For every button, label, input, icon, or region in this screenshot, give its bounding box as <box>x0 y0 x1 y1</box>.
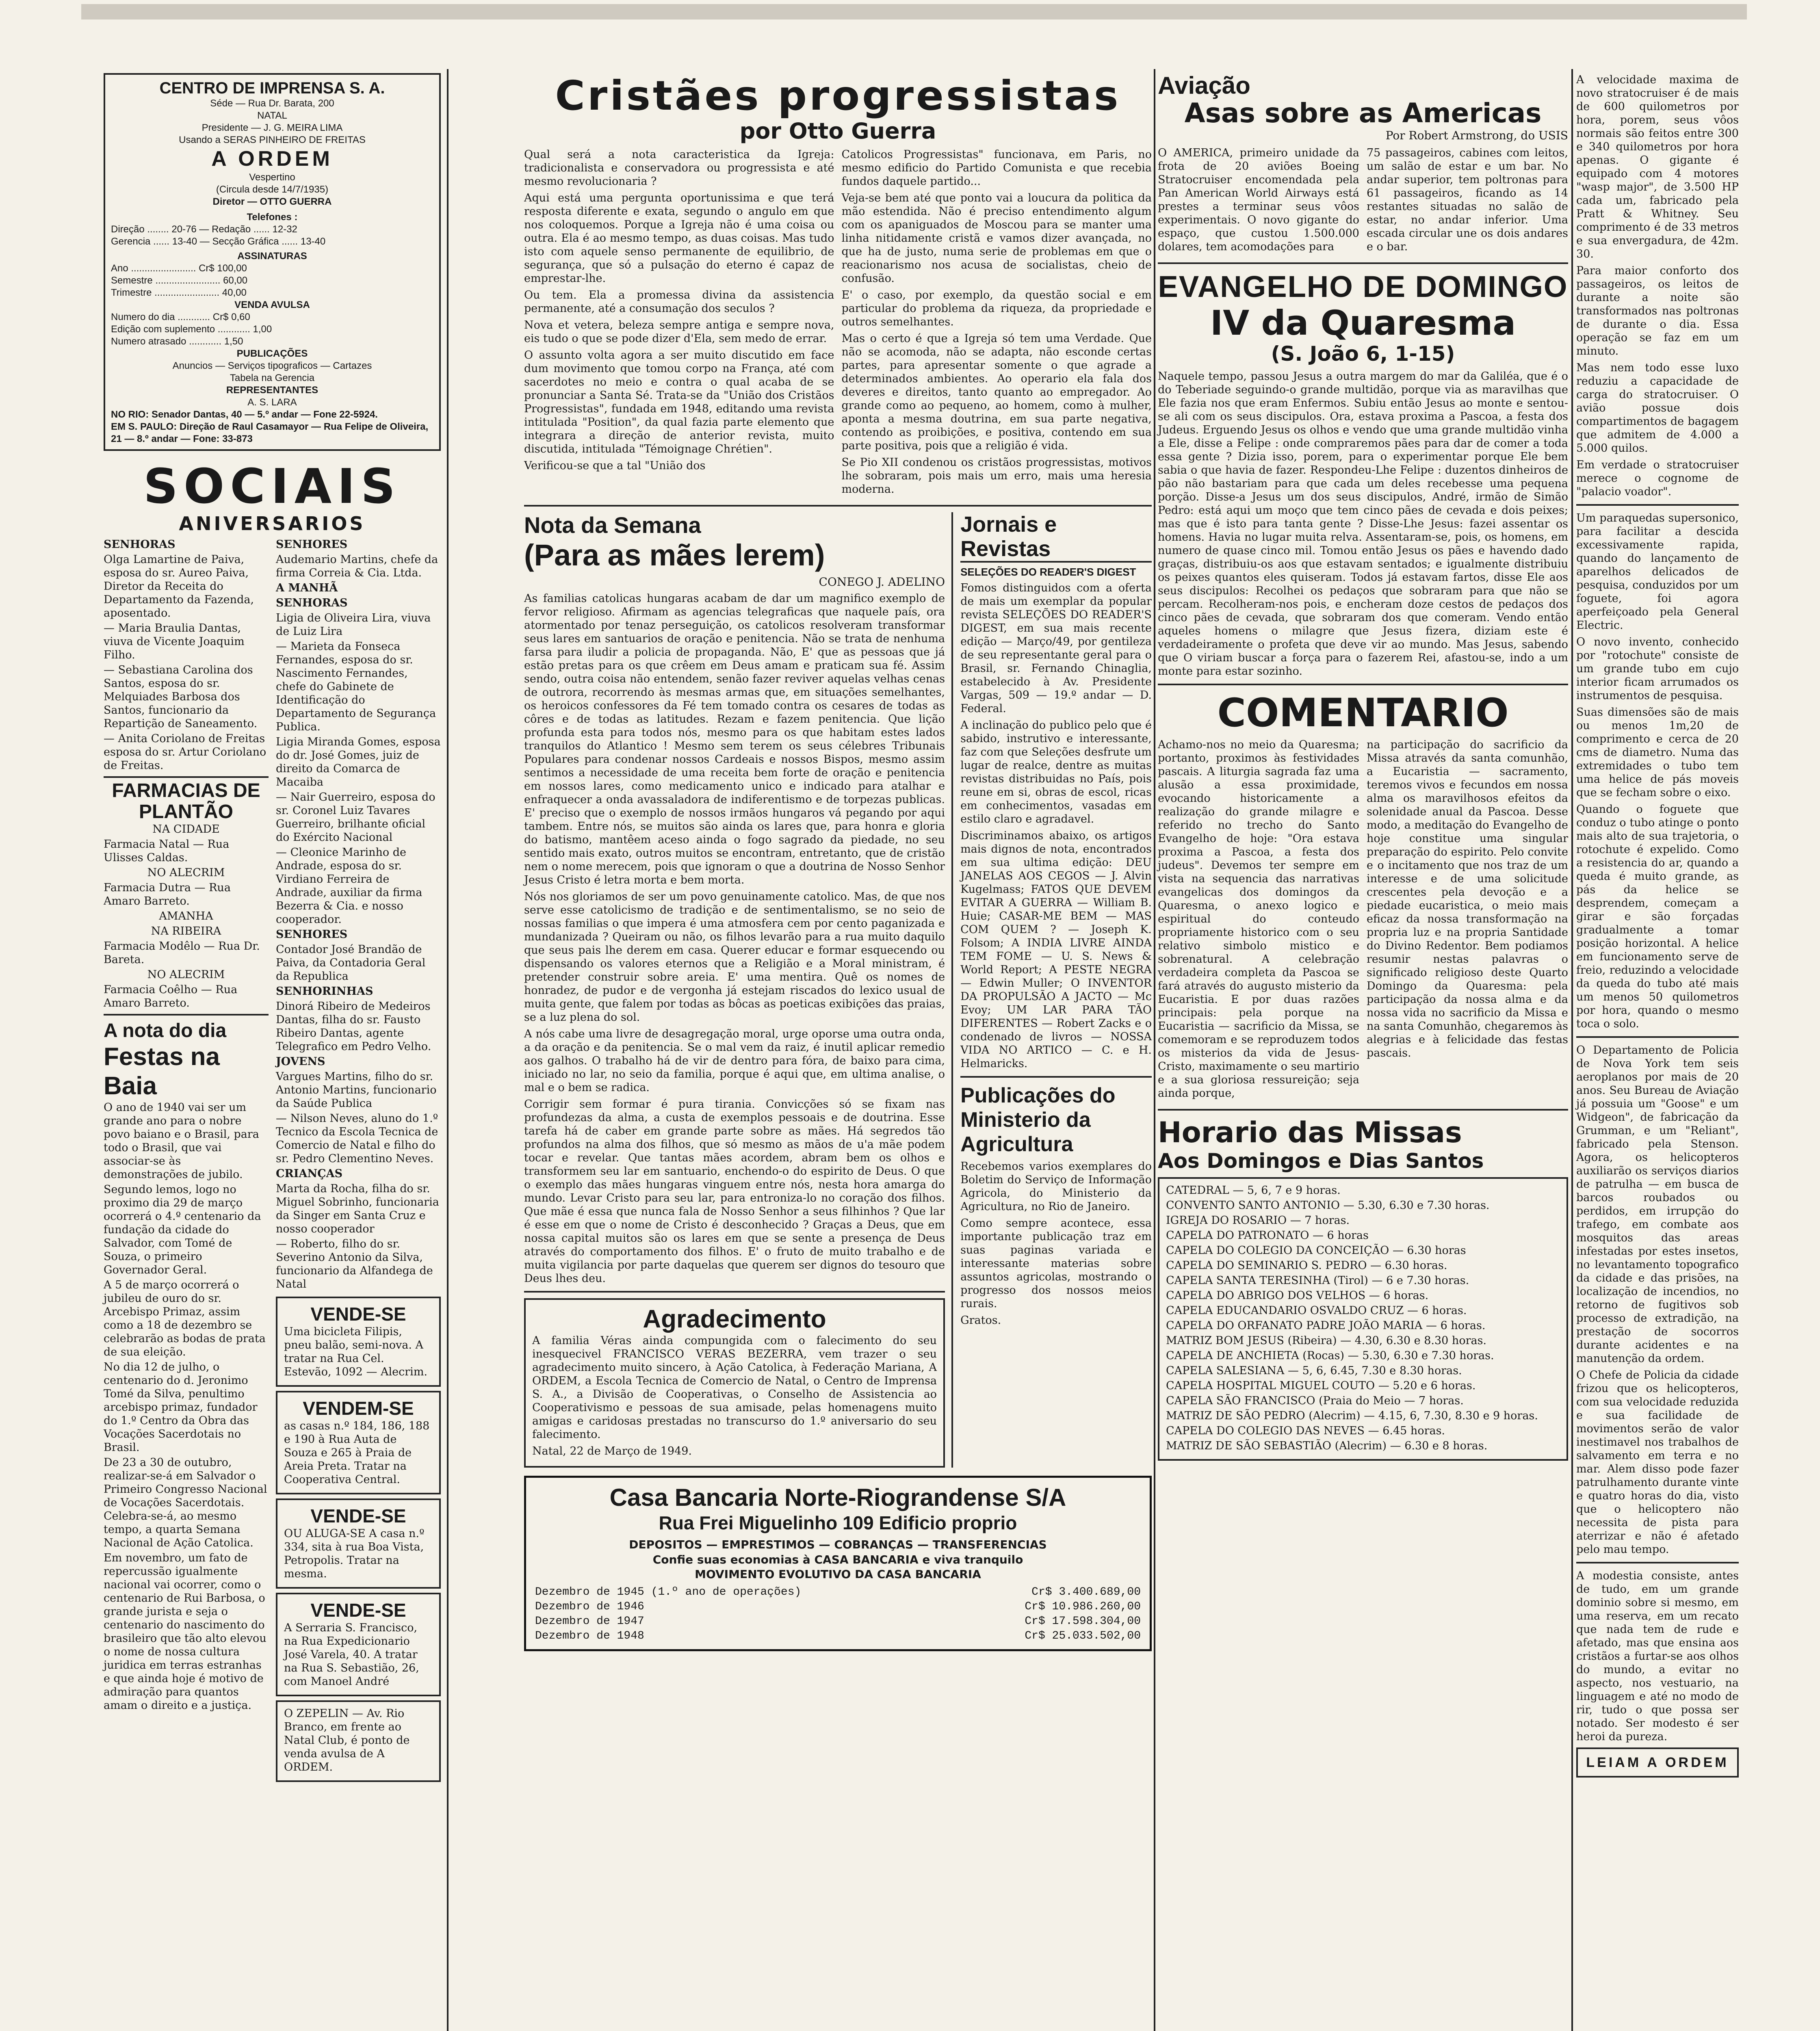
section-rule <box>524 1291 945 1293</box>
bank-title: Casa Bancaria Norte-Riograndense S/A <box>609 1484 1066 1511</box>
mass-time: CAPELA EDUCANDARIO OSVALDO CRUZ — 6 horas. <box>1166 1304 1467 1317</box>
phone-line: Direção ........ 20-76 — Redação ...... 12-32 <box>111 224 297 235</box>
pharmacy-line: Farmacia Coêlho — Rua Amaro Barreto. <box>104 983 238 1009</box>
article-paragraph: na participação do sacrificio da Missa através da santa comunhão, a Eucaristia — sacramento, teremos vivos e fecundos em nossa alma os maravilhosos efeitos da solenidade anual da Pascoa. Desse modo, a meditação do Evangelho de hoje constitue uma singular preparação do espirito. Pelo convite e o incitamento que nos traz de um interesse e de uma solicitude crescentes pela devoção e a piedade eucaristica, o meio mais eficaz da nossa transformação na propria luz e na propria Santidade do Divino Redentor. Bem podiamos resumir nestas palavras o significado religioso deste Quarto Domingo da Quaresma: pela participação da nossa alma e da nossa vida no sacrificio da Missa e na santa Comunhão, chegaremos às alegrias e à felicidade das festas pascais. <box>1367 738 1568 1059</box>
mass-time: CAPELA DO SEMINARIO S. PEDRO — 6.30 horas. <box>1166 1259 1447 1272</box>
section-rule <box>1576 1562 1739 1563</box>
column-left <box>104 73 441 2031</box>
phone-line: Gerencia ...... 13-40 — Secção Gráfica ...... 13-40 <box>111 236 326 247</box>
paper-type: Vespertino <box>249 172 295 183</box>
article-paragraph: A nós cabe uma livre de desagregação moral, urge oporse uma outra onda, a da oração e da penitencia. Se o mal vem da raiz, é inutil aplicar remedio aos galhos. O trabalho há de vir de dentro para fóra, de baixo para cima, iniciado no lar, no seio da familia, porque é aqui que, em ultima analise, o mal e o bem se radica. <box>524 1028 945 1094</box>
article-paragraph: Corrigir sem formar é pura tirania. Convicções só se fixam nas profundezas da alma, a custa de exemplos pessoais e de doutrina. Esse tarefa há de caber em grande parte sobre as mães. Há segredos tão profundos na alma dos filhos, que só mesmo as mãos de u'a mãe podem tocar e revelar. Que tantas mães acordem, abram bem os olhos e transformem seu lar em santuario, enchendo-o do espirito de Deus. O que o exemplo das mães hungaras vinguem entre nós, nesta hora amarga do mundo. Levar Cristo para seu lar, para entroniza-lo no coração dos filhos. Que mãe é essa que nunca fala de Nosso Senhor a seus filhinhos ? Que lar é esse em que o nome de Cristo é desconhecido ? Graças a Deus, que em nossa capital muitos são os lares em que se sente a presença de Deus através do comportamento dos filhos. E' o fruto de muito trabalho e de muita vigilancia por parte daquelas que querem ser dignos do tesouro que Deus lhes deu. <box>524 1098 945 1285</box>
article-paragraph: O assunto volta agora a ser muito discutido em face dum movimento que tomou corpo na França, até com sacerdotes no meio e contra o qual acaba de se pronunciar a Santa Sé. Trata-se da "União dos Cristãos Progressistas", fundada em 1948, editando uma revista intitulada "Position", da qual fazia parte elemento que integrara a direção de anterior revista, muito discutida, intitulada "Témoignage Chrétien". <box>524 349 834 455</box>
agradecimento-date: Natal, 22 de Março de 1949. <box>532 1445 692 1457</box>
article-paragraph: O Chefe de Policia da cidade frizou que os helicopteros, com sua velocidade reduzida e sua facilidade de movimentos serão de valor inestimavel nos trabalhos de salvamento em terra e no mar. Alem disso pode fazer patrulhamento durante vinte e quatro horas do dia, visto que o helicoptero não necessita de pista para aterrizar e não é afetado pelo mau tempo. <box>1576 1369 1739 1556</box>
article-paragraph: Recebemos varios exemplares do Boletim do Serviço de Informação Agricola, do Ministerio da Agricultura, no Rio de Janeiro. <box>960 1160 1152 1213</box>
article-paragraph: E' o caso, por exemplo, da questão social e em particular do problema da riqueza, da propriedade e outros semelhantes. <box>841 289 1152 328</box>
pharmacies-box <box>104 776 269 1016</box>
publications-title: PUBLICAÇÕES <box>236 348 308 359</box>
article-paragraph: Fomos distinguidos com a oferta de mais um exemplar da popular revista SELEÇÕES DO READER'S DIGEST, em sua mais recente edição — Março/49, por gentileza de seu representante geral para o Brasil, sr. Fernando Chinaglia, estabelecido à Av. Presidente Vargas, 509 — 19.º andar — D. Federal. <box>960 582 1152 715</box>
section-rule <box>1158 1109 1568 1111</box>
bank-row-label: Dezembro de 1948 <box>535 1630 644 1642</box>
bank-address: Rua Frei Miguelinho 109 Edificio proprio <box>659 1512 1017 1533</box>
comentario-title: COMENTARIO <box>1217 690 1509 736</box>
birthday-entry: — Anita Coriolano de Freitas esposa do sr. Artur Coriolano de Freitas. <box>104 732 266 772</box>
birthday-entry: — Marieta da Fonseca Fernandes, esposa do sr. Nascimento Fernandes, chefe do Gabinete de Identificação do Departamento de Segurança Publica. <box>276 640 436 733</box>
mass-time: CAPELA DO COLEGIO DAS NEVES — 6.45 horas. <box>1166 1425 1445 1437</box>
column-center <box>524 73 1152 2031</box>
note-paragraph: Segundo lemos, logo no proximo dia 29 de março ocorrerá o 4.º centenario da fundação da cidade do Salvador, com Tomé de Souza, o primeiro Governador Geral. <box>104 1183 261 1276</box>
note-paragraph: O ano de 1940 vai ser um grande ano para o nobre povo baiano e o Brasil, para todo o Brasil, que vai associar-se às demonstrações de jubilo. <box>104 1101 259 1181</box>
note-paragraph: A 5 de março ocorrerá o jubileu de ouro do sr. Arcebispo Primaz, assim como a 18 de dezembro se celebrarão as bodas de prata de sua eleição. <box>104 1279 266 1358</box>
article-paragraph: Veja-se bem até que ponto vai a loucura da politica da mão estendida. Não é preciso entendimento algum com os apaniguados de Moscou para se manter uma linha nitidamente cristã e vamos dizer avançada, no que ha de justo, numa serie de problemas em que o reacionarismo nos acusa de socialistas, cheio de confusão. <box>841 192 1152 285</box>
classified-text: as casas n.º 184, 186, 188 e 190 à Rua Auta de Souza e 265 à Praia de Areia Preta. Tratar na Cooperativa Central. <box>284 1420 430 1486</box>
jornais-title: Jornais e Revistas <box>960 512 1152 563</box>
rep-sp: EM S. PAULO: Direção de Raul Casamayor — Rua Felipe de Oliveira, 21 — 8.º andar — Fone: 33-873 <box>111 421 429 444</box>
evangelho-text: Naquele tempo, passou Jesus a outra margem do mar da Galiléa, que é o do Teberiade seguindo-o grande multidão, porque via as maravilhas que Ele fazia nos que eram Enfermos. Subiu então Jesus ao monte e sentou-se ali com os seus discipulos. Ora, estava proxima a Pascoa, a festa dos Judeus. Erguendo Jesus os olhos e vendo que uma grande multidão vinha a Ele, disse a Felipe : onde compraremos pães para dar de comer a toda essa gente ? Dizia isso, porem, para o experimentar porque Ele bem sabia o que havia de fazer. Respondeu-Lhe Felipe : duzentos dinheiros de pão não bastariam para que cada um deles recebesse uma pequena porção. Disse-a Jesus um dos seus discipulos, André, irmão de Simão Pedro: está aqui um moço que tem cinco pães de cevada e dois peixes; mas que é isto para tanta gente ? Disse-Lhe Jesus: fazei assentar os homens. Havia no lugar muita relva. Assentaram-se, pois, os homens, em numero de quase cinco mil. Tomou então Jesus os pães e havendo dado graças, distribuiu-os aos que estavam sentados; e igualmente distribuiu os peixes quantos eles quiseram. Todos já estavam fartos, disse Ele aos seus discipulos: Recolhei os pedaços que sobraram para que não se percam. Recolheram-nos pois, e encheram doze cestos de pedaços dos cinco pães de cevada, que sobraram dos que comeram. Vendo então aqueles homens o milagre que Jesus fizera, diziam este é verdadeiramente o profeta que deve vir ao mundo. Mas Jesus, sabendo que O viriam buscar a força para o fazerem Rei, afastou-se, indo a um monte para estar sozinho. <box>1158 370 1568 678</box>
representatives-title: REPRESENTANTES <box>226 385 318 396</box>
note-paragraph: No dia 12 de julho, o centenario do d. Jeronimo Tomé da Silva, penultimo arcebispo primaz, fundador do 1.º Centro da Obra das Vocações Sacerdotais no Brasil. <box>104 1361 258 1454</box>
note-kicker: A nota do dia <box>104 1020 227 1041</box>
mass-time: CAPELA SÃO FRANCISCO (Praia do Meio — 7 horas. <box>1166 1394 1464 1407</box>
article-paragraph: A inclinação do publico pelo que é sabido, instrutivo e interessante, faz com que Seleções desfrute um lugar de realce, dentre as muitas revistas distribuidas no País, pois reune em si, obras de escol, ricas em conhecimentos, vasadas em estilo claro e agradavel. <box>960 719 1152 825</box>
price-line: Semestre ........................ 60,00 <box>111 275 248 286</box>
section-rule <box>960 1076 1152 1078</box>
group-heading: A MANHÃ <box>276 582 338 594</box>
classified-ad <box>276 1498 441 1589</box>
founder: Usando a SERAS PINHEIRO DE FREITAS <box>179 134 366 145</box>
bank-row-value: Cr$ 10.986.260,00 <box>1025 1600 1141 1613</box>
birthday-entry: Ligia Miranda Gomes, esposa do dr. José Gomes, juiz de direito da Comarca de Macaiba <box>276 736 441 788</box>
company-name: CENTRO DE IMPRENSA S. A. <box>159 79 385 97</box>
bank-row <box>535 1600 1141 1614</box>
birthday-entry: Contador José Brandão de Paiva, da Contadoria Geral da Republica <box>276 943 426 983</box>
bank-services: DEPOSITOS — EMPRESTIMOS — COBRANÇAS — TRANSFERENCIAS <box>629 1538 1047 1551</box>
bank-row-value: Cr$ 3.400.689,00 <box>1031 1586 1141 1598</box>
note-paragraph: De 23 a 30 de outubro, realizar-se-á em Salvador o Primeiro Congresso Nacional de Vocações Sacerdotais. Celebra-se-á, ao mesmo tempo, a quarta Semana Nacional de Ação Catolica. <box>104 1456 267 1549</box>
article-paragraph: O AMERICA, primeiro unidade da frota de 20 aviões Boeing Stratocruiser encomendada pela Pan American World Airways está prestes a terminar seus vôos experimentais. O novo gigante do espaço, que custou 1.500.000 dolares, tem acomodações para <box>1158 147 1359 253</box>
article-paragraph: Achamo-nos no meio da Quaresma; portanto, proximos às festividades pascais. A liturgia sagrada faz uma alusão a essa proximidade, evocando historicamente a realização do grande milagre e referido no trecho do Santo Evangelho de hoje: "Ora estava proxima a Pascoa, a festa dos judeus". Devemos ter sempre em vista na sequencia das narrativas evangelicas dos domingos da Quaresma, o anexo logico e espiritual do conteudo propriamente historico com o seu relativo simbolo mistico e sobrenatural. A celebração verdadeira completa da Pascoa se fará através do augusto misterio da Eucaristia. E por duas razões principais: pela porque na Eucaristia — sacrificio da Missa, se comemoram e se reproduzem todos os misterios da vida de Jesus-Cristo, maximamente o seu martirio e a sua gloriosa ressureição; seja ainda porque, <box>1158 738 1359 1100</box>
nota-semana-title: (Para as mães lerem) <box>524 538 825 572</box>
aviacao-byline: Por Robert Armstrong, do USIS <box>1385 129 1568 142</box>
evangelho-ref: (S. João 6, 1-15) <box>1271 342 1455 366</box>
note-title: Festas na Baia <box>104 1043 220 1100</box>
jornais-sub: SELEÇÕES DO READER'S DIGEST <box>960 566 1136 578</box>
nota-semana-byline: CONEGO J. ADELINO <box>819 575 945 589</box>
classified-head: VENDE-SE <box>310 1505 406 1526</box>
article-paragraph: Se Pio XII condenou os cristãos progressistas, motivos lhe sobraram, pois mais um erro, mais uma heresia moderna. <box>841 456 1152 496</box>
aviacao-kicker: Aviação <box>1158 72 1250 99</box>
classified-head: VENDEM-SE <box>303 1398 414 1419</box>
rep-rio: NO RIO: Senador Dantas, 40 — 5.º andar — Fone 22-5924. <box>111 409 378 420</box>
article-paragraph: O Departamento de Policia de Nova York tem seis aeroplanos por mais de 20 anos. Seu Bureau de Aviação já possuia um "Goose" e um Widgeon", de fabricação da Grumman, e um "Reliant", fabricado pela Stenson. Agora, os helicopteros auxiliarão os serviços diarios de patrulha — em busca de barcos roubados ou perdidos, em irrupção do trafego, em combate aos mosquitos das areas infestadas por estes insetos, no levantamento topografico da cidade e das prisões, na localização de incendios, no retorno de fugitivos sob processo de extradição, na prestação de socorros durante acidentes e na manutenção da ordem. <box>1576 1044 1739 1365</box>
publications-text: Tabela na Gerencia <box>230 372 315 383</box>
group-heading: SENHORES <box>276 538 348 551</box>
mass-time: MATRIZ BOM JESUS (Ribeira) — 4.30, 6.30 e 8.30 horas. <box>1166 1334 1487 1347</box>
birthdays-left <box>104 538 269 1782</box>
evangelho-title2: IV da Quaresma <box>1210 303 1516 343</box>
birthday-entry: — Sebastiana Carolina dos Santos, esposa do sr. Melquiades Barbosa dos Santos, funcionario da Repartição de Saneamento. <box>104 664 258 730</box>
column-rule <box>447 69 448 2031</box>
article-paragraph: Como sempre acontece, essa importante publicação traz em suas paginas variada e interessante materias sobre assuntos agricolas, mostrando o progresso dos nossos meios rurais. <box>960 1217 1152 1310</box>
article-paragraph: Verificou-se que a tal "União dos <box>524 459 706 472</box>
note-paragraph: Em novembro, um fato de repercussão igualmente nacional vai ocorrer, como o centenario de Rui Barbosa, o grande jurista e seja o centenario do nascimento do brasileiro que tão alto elevou o nome de nossa cultura juridica em terras estranhas e que ainda hoje é motivo de admiração para quantos amam o direito e a justiça. <box>104 1552 266 1712</box>
classified-text: A Serraria S. Francisco, na Rua Expedicionario José Varela, 40. A tratar na Rua S. Sebastião, 26, com Manoel André <box>284 1622 419 1688</box>
mass-time: CAPELA DO PATRONATO — 6 horas <box>1166 1229 1369 1242</box>
bank-row-label: Dezembro de 1947 <box>535 1615 644 1628</box>
pharmacy-line: NA RIBEIRA <box>151 925 221 938</box>
headline-cristaos: Cristães progressistas <box>555 72 1121 119</box>
publications-text: Anuncios — Serviços tipograficos — Cartazes <box>172 360 372 371</box>
bank-movement-title: MOVIMENTO EVOLUTIVO DA CASA BANCARIA <box>695 1568 981 1581</box>
article-paragraph: Qual será a nota caracteristica da Igreja: tradicionalista e conservadora ou progressista e até mesmo revolucionaria ? <box>524 148 834 188</box>
agradecimento-title: Agradecimento <box>643 1305 826 1333</box>
classified-ad <box>276 1700 441 1782</box>
single-sale-title: VENDA AVULSA <box>234 299 310 310</box>
birthday-entry: — Nair Guerreiro, esposa do sr. Coronel Luiz Tavares Guerreiro, brilhante oficial do Exército Nacional <box>276 791 436 844</box>
mass-time: CONVENTO SANTO ANTONIO — 5.30, 6.30 e 7.30 horas. <box>1166 1199 1490 1212</box>
bank-advertisement <box>524 1476 1152 1651</box>
column-rule <box>1154 69 1155 2031</box>
bank-row <box>535 1629 1141 1643</box>
missas-sub: Aos Domingos e Dias Santos <box>1158 1149 1484 1173</box>
company-address: Séde — Rua Dr. Barata, 200 <box>210 98 334 109</box>
bank-row-value: Cr$ 17.598.304,00 <box>1025 1615 1141 1628</box>
birthdays-right <box>276 538 441 1782</box>
mass-time: CAPELA DO COLEGIO DA CONCEIÇÃO — 6.30 horas <box>1166 1244 1466 1257</box>
pharmacy-line: NO ALECRIM <box>147 866 225 879</box>
article-paragraph: O novo invento, conhecido por "rotochute" consiste de um grande tubo em cujo interior ficam arrumados os instrumentos de pesquisa. <box>1576 636 1739 702</box>
jornais-column <box>960 512 1152 1468</box>
article-paragraph: Aqui está uma pergunta oportunissima e que terá resposta diferente e exata, segundo o angulo em que nos coloquemos. Porque a Igreja não é uma coisa ou outra. Ela é ao mesmo tempo, as duas coisas. Mas tudo isto com aquele senso permanente de equilibrio, de segurança, que só a pulsação do eterno é capaz de emprestar-lhe. <box>524 192 834 285</box>
bank-row-label: Dezembro de 1946 <box>535 1600 644 1613</box>
birthday-entry: Marta da Rocha, filha do sr. Miguel Sobrinho, funcionaria da Singer em Santa Cruz e nosso cooperador <box>276 1182 439 1235</box>
bank-row-label: Dezembro de 1945 (1.º ano de operações) <box>535 1586 802 1598</box>
column-right <box>1158 73 1568 2031</box>
classified-ad <box>276 1391 441 1494</box>
evangelho-title: EVANGELHO DE DOMINGO <box>1158 270 1568 303</box>
mass-time: CAPELA SANTA TERESINHA (Tirol) — 6 e 7.30 horas. <box>1166 1274 1469 1287</box>
founded-date: (Circula desde 14/7/1935) <box>216 184 329 195</box>
article-paragraph: Nova et vetera, beleza sempre antiga e sempre nova, eis tudo o que se pode dizer d'Ela, sem medo de errar. <box>524 319 834 345</box>
group-heading: JOVENS <box>276 1055 325 1068</box>
article-paragraph: Nós nos gloriamos de ser um povo genuinamente catolico. Mas, de que nos serve esse catolicismo de tradição e de sentimentalismo, se no seio de nossas familias o que impera é uma atmosfera cem por cento paganizada e mundanizada ? Queiram ou não, os filhos levarão para a rua muito daquilo que seus pais lhe derem em casa. Querer educar e formar esquecendo ou dispensando os valores eternos que a Religião e a Moral ministram, é pretender construir sobre areia. E' uma mentira. Quê os nomes de honradez, de pudor e de vergonha já estejam riscados do lexico usual de muita gente, que falem por todas as bôcas as poeticas exibições das praias, se a luz plena do sol. <box>524 890 945 1024</box>
mass-time: IGREJA DO ROSARIO — 7 horas. <box>1166 1214 1350 1227</box>
group-heading: CRIANÇAS <box>276 1167 343 1180</box>
classified-ad <box>276 1593 441 1696</box>
missas-title: Horario das Missas <box>1158 1116 1462 1149</box>
section-rule <box>1158 262 1568 264</box>
bank-slogan: Confie suas economias à CASA BANCARIA e viva tranquilo <box>652 1553 1023 1566</box>
price-line: Ano ........................ Cr$ 100,00 <box>111 263 247 274</box>
article-paragraph: As familias catolicas hungaras acabam de dar um magnifico exemplo de fervor religioso. Afirmam as agencias telegraficas que naquele país, ora atormentado por tenaz perseguição, os catolicos resolveram transformar seus lares em santuarios de oração e penitencia. Não se trata de nenhuma farsa para iludir a policia de propaganda. Não, E' que as pessoas que já estão pretas para os que crêem em Deus amam e praticam sua fé. Assim sendo, outra coisa não entendem, senão fazer reviver aquelas velhas cenas de outrora, recorrendo às mesmas armas que, em situações semelhantes, os heroicos confessores da Fé tem tomado contra os cesares de todas as côres e de todas as latitudes. Rezam e fazem penitencia. Que lição profunda esta para todos nós, mesmo para os que habitam estes lados tranquilos do Atlantico ! Mesmo sem terem os seus célebres Tribunais Populares para condenar nossos Cardeais e nossos Bispos, mesmo assim sentimos a necessidade de uma receita bem forte de oração e penitencia em nossos lares, como medicamento unico e indicado para atalhar e enfraquecer a onda avassaladora de indiferentismo e de torpezas publicas. E' preciso que o exemplo de nossos irmãos hungaros vá pegando por aqui tambem. Entre nós, se muitos são ainda os lares que, para honra e gloria do batismo, mantêem aceso ainda o fogo sagrado da piedade, no seu sentido mais exato, outros muitos se encontram, entretanto, que de cristão nem o nome merecem, pois que ignoram o que a doutrina de Nosso Senhor Jesus Cristo é letra morta e bem morta. <box>524 592 945 886</box>
masthead-box <box>104 73 441 451</box>
section-title-sociais: SOCIAIS <box>143 458 401 514</box>
section-subtitle: ANIVERSARIOS <box>179 513 366 535</box>
pharmacy-line: AMANHA <box>159 910 213 922</box>
classified-head: VENDE-SE <box>310 1303 406 1325</box>
mass-time: MATRIZ DE SÃO SEBASTIÃO (Alecrim) — 6.30 e 8 horas. <box>1166 1440 1488 1452</box>
article-paragraph: Mas nem todo esse luxo reduziu a capacidade de carga do stratocruiser. O avião possue dois compartimentos de bagagem que admitem de 4.000 a 5.000 quilos. <box>1576 362 1739 455</box>
pharmacy-line: NA CIDADE <box>152 823 220 836</box>
publicacoes-title: Publicações do Ministerio da Agricultura <box>960 1084 1116 1156</box>
article-paragraph: A modestia consiste, antes de tudo, em um grande dominio sobre si mesmo, em uma reserva, em um recato que nada tem de rude e afetado, mas que ensina aos cristãos a furtar-se aos olhos do mundo, a evitar no aspecto, nos vestuario, na linguagem e até no modo de rir, tudo o que possa ser notado. Ser modesto é ser heroi da pureza. <box>1576 1570 1739 1743</box>
torn-top-edge <box>81 4 1747 19</box>
mass-time: CAPELA DO ORFANATO PADRE JOÃO MARIA — 6 horas. <box>1166 1319 1486 1332</box>
price-line: Numero atrasado ............ 1,50 <box>111 336 243 347</box>
birthday-entry: Vargues Martins, filho do sr. Antonio Martins, funcionario da Saúde Publica <box>276 1070 437 1110</box>
column-rule <box>1571 69 1573 2031</box>
pharmacy-line: Farmacia Modêlo — Rua Dr. Bareta. <box>104 940 260 966</box>
birthday-entry: Dinorá Ribeiro de Medeiros Dantas, filha do sr. Fausto Ribeiro Dantas, agente Telegrafico em Pedro Velho. <box>276 1000 431 1053</box>
classified-ad <box>276 1297 441 1387</box>
group-heading: SENHORES <box>276 928 348 941</box>
pharmacy-line: NO ALECRIM <box>147 968 225 981</box>
article-paragraph: Ou tem. Ela a promessa divina da assistencia permanente, até a consumação dos seculos ? <box>524 289 834 315</box>
pharmacies-title: FARMACIAS DE PLANTÃO <box>112 780 260 823</box>
birthday-entry: — Nilson Neves, aluno do 1.º Tecnico da Escola Tecnica de Comercio de Natal e filho do sr. Pedro Clementino Neves. <box>276 1112 438 1165</box>
bank-row-value: Cr$ 25.033.502,00 <box>1025 1630 1141 1642</box>
mass-time: CAPELA HOSPITAL MIGUEL COUTO — 5.20 e 6 horas. <box>1166 1379 1476 1392</box>
mass-time: CAPELA DE ANCHIETA (Rocas) — 5.30, 6.30 e 7.30 horas. <box>1166 1349 1494 1362</box>
missas-box <box>1158 1177 1568 1461</box>
classified-text: O ZEPELIN — Av. Rio Branco, em frente ao Natal Club, é ponto de venda avulsa de A ORDEM. <box>284 1707 410 1773</box>
birthday-entry: — Roberto, filho do sr. Severino Antonio da Silva, funcionario da Alfandega de Natal <box>276 1238 433 1290</box>
birthday-entry: — Cleonice Marinho de Andrade, esposa do sr. Virdiano Ferreira de Andrade, auxiliar da firma Bezerra & Cia. e nosso cooperador. <box>276 846 422 926</box>
classified-text: Uma bicicleta Filipis, pneu balão, semi-nova. A tratar na Rua Cel. Estevão, 1092 — Alecrim. <box>284 1325 428 1378</box>
nota-semana-kicker: Nota da Semana <box>524 512 701 538</box>
representative-name: A. S. LARA <box>247 397 297 408</box>
mass-time: CAPELA SALESIANA — 5, 6, 6.45, 7.30 e 8.30 horas. <box>1166 1364 1462 1377</box>
article-paragraph: Para maior conforto dos passageiros, os leitos de durante a noite são transformados nas poltronas de durante o dia. Essa operação se faz em um minuto. <box>1576 264 1739 357</box>
pharmacy-line: Farmacia Natal — Rua Ulisses Caldas. <box>104 838 230 864</box>
mass-time: CAPELA DO ABRIGO DOS VELHOS — 6 horas. <box>1166 1289 1429 1302</box>
agradecimento-text: A familia Véras ainda compungida com o falecimento do seu inesquecivel FRANCISCO VERAS BEZERRA, vem trazer o seu agradecimento muito sincero, à Ação Catolica, à Federação Mariana, A ORDEM, a Escola Tecnica de Comercio de Natal, o Centro de Imprensa S. A., a Divisão de Cooperativas, o Conselho de Assistencia ao Cooperativismo e pessoas de sua amisade, pelas homenagens muito amigas e caridosas prestadas no transcurso do 1.º aniversario do seu falecimento. <box>532 1334 937 1441</box>
aviacao-title: Asas sobre as Americas <box>1184 97 1542 129</box>
bank-row <box>535 1585 1141 1600</box>
article-paragraph: Discriminamos abaixo, os artigos mais dignos de nota, encontrados em sua ultima edição: DEU JANELAS AOS CEGOS — J. Alvin Kugelmass; FATOS QUE DEVEM EVITAR A GUERRA — William B. Huie; CASAR-ME BEM — MAS COM QUEM ? — Joseph K. Folsom; A INDIA LIVRE AINDA TEM FOME — U. S. News & World Report; A PESTE NEGRA — Edwin Muller; O INVENTOR DA PROPULSÃO A JACTO — Mc Evoy; UM LAR PARA TÃO DIFERENTES — Robert Zacks e o condenado de livros — NOSSA VIDA NO ARTICO — C. e H. Helmaricks. <box>960 829 1152 1070</box>
price-line: Numero do dia ............ Cr$ 0,60 <box>111 312 250 323</box>
birthdays <box>104 538 441 1782</box>
classified-head: VENDE-SE <box>310 1600 406 1621</box>
article-paragraph: Um paraquedas supersonico, para facilitar a descida excessivamente rapida, quando do lançamento de aparelhos delicados de pesquisa, conduzidos por um foguete, foi agora aperfeiçoado pela General Electric. <box>1576 512 1739 632</box>
mass-time: CATEDRAL — 5, 6, 7 e 9 horas. <box>1166 1184 1341 1197</box>
article-paragraph: Gratos. <box>960 1314 1001 1327</box>
mass-time: MATRIZ DE SÃO PEDRO (Alecrim) — 4.15, 6, 7.30, 8.30 e 9 horas. <box>1166 1410 1538 1422</box>
section-rule <box>1158 684 1568 685</box>
group-heading: SENHORINHAS <box>276 985 373 998</box>
nota-semana-column <box>524 512 953 1468</box>
subscriptions-title: ASSINATURAS <box>237 251 307 262</box>
article-paragraph: Suas dimensões são de mais ou menos 1m,20 de comprimento e cerca de 20 cms de diametro. Numa das extremidades o tubo tem uma helice de pás moveis que se fecham sobre o eixo. <box>1576 706 1739 799</box>
article-paragraph: A velocidade maxima de novo stratocruiser é de mais de 600 quilometros por hora, porem, seus vôos normais são feitos entre 300 e 340 quilometros por hora apenas. O gigante é equipado com 4 motores "wasp major", de 3.500 HP cada um, fabricado pela Pratt & Whitney. Seu comprimento é de 33 metros e sua envergadura, de 42m. 30. <box>1576 74 1739 260</box>
cristaos-body <box>524 148 1152 499</box>
director: Diretor — OTTO GUERRA <box>212 196 332 207</box>
bank-row <box>535 1614 1141 1629</box>
section-rule <box>524 505 1152 507</box>
section-rule <box>1576 1036 1739 1038</box>
leiam-box: LEIAM A ORDEM <box>1576 1747 1739 1778</box>
agradecimento-box <box>524 1298 945 1468</box>
section-rule <box>1576 504 1739 506</box>
price-line: Edição com suplemento ............ 1,00 <box>111 324 272 335</box>
classified-text: OU ALUGA-SE A casa n.º 334, sita à rua Boa Vista, Petropolis. Tratar na mesma. <box>284 1527 425 1580</box>
article-paragraph: 75 passageiros, cabines com leitos, um salão de estar e um bar. No andar superior, tem poltronas para 61 passageiros, ficando as 14 restantes situadas no salão de estar, no andar inferior. Uma escada circular une os dois andares e o bar. <box>1367 147 1568 253</box>
article-paragraph: Quando o foguete que conduz o tubo atinge o ponto mais alto de sua trajetoria, o rotochute é expelido. Como a resistencia do ar, quando a queda é muito grande, as pás da helice se desprendem, começam a girar e são forçadas gradualmente a tomar posição horizontal. A helice em funcionamento serve de freio, reduzindo a velocidade da queda do tubo até mais um menos 50 quilometros por hora, quando o mesmo toca o solo. <box>1576 803 1739 1030</box>
price-line: Trimestre ........................ 40,00 <box>111 287 247 298</box>
birthday-entry: Audemario Martins, chefe da firma Correia & Cia. Ltda. <box>276 553 438 579</box>
byline-otto: por Otto Guerra <box>739 118 936 144</box>
president: Presidente — J. G. MEIRA LIMA <box>202 122 343 133</box>
classifieds <box>276 1297 441 1782</box>
birthday-entry: Ligia de Oliveira Lira, viuva de Luiz Lira <box>276 612 431 638</box>
column-far-right <box>1576 73 1739 2031</box>
city: NATAL <box>257 110 287 121</box>
group-heading: SENHORAS <box>276 597 348 609</box>
paper-name: A ORDEM <box>211 147 333 171</box>
group-heading: SENHORAS <box>104 538 176 551</box>
article-paragraph: Em verdade o stratocruiser merece o cognome de "palacio voador". <box>1576 459 1739 498</box>
center-lower <box>524 512 1152 1468</box>
birthday-entry: — Maria Braulia Dantas, viuva de Vicente Joaquim Filho. <box>104 622 245 661</box>
pharmacy-line: Farmacia Dutra — Rua Amaro Barreto. <box>104 881 231 907</box>
phones-title: Telefones : <box>247 212 298 223</box>
birthday-entry: Olga Lamartine de Paiva, esposa do sr. Aureo Paiva, Diretor da Receita do Departamento da Fazenda, aposentado. <box>104 553 254 619</box>
article-paragraph: Catolicos Progressistas" funcionava, em Paris, no mesmo edificio do Partido Comunista e que recebia fundos daquele partido... <box>841 148 1152 188</box>
article-paragraph: Mas o certo é que a Igreja só tem uma Verdade. Que não se acomoda, não se adapta, não esconde certas partes, para apresentar somente o que agrade a determinados ambientes. Ao operario ela fala dos deveres e direitos, tanto quanto ao empregador. Ao grande como ao pequeno, ao homem, como à mulher, aponta a mesma doutrina, em sua parte negativa, contendo as proibições, e positiva, contendo em sua parte positiva, pois que a religião é vida. <box>841 332 1152 452</box>
